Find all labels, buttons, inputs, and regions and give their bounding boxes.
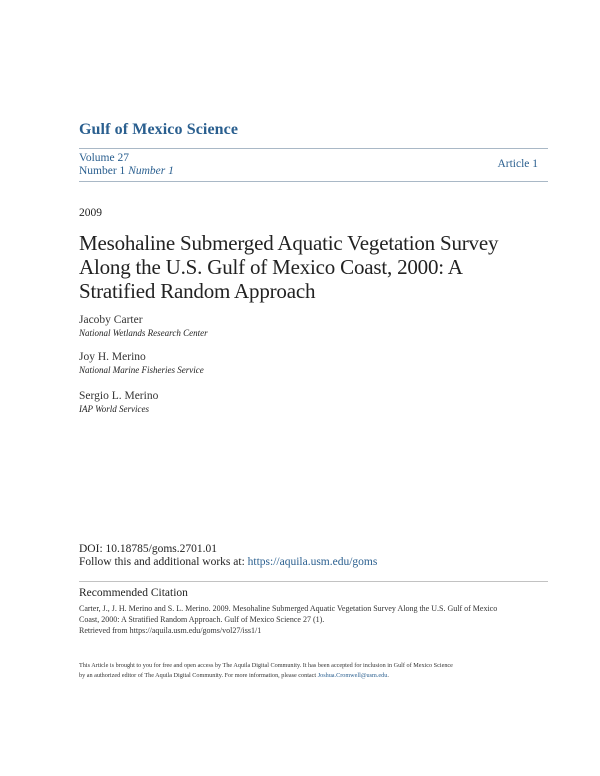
author-block — [79, 389, 158, 415]
author-block — [79, 350, 204, 376]
author-affiliation: National Marine Fisheries Service — [79, 365, 204, 375]
header-rule-bottom — [79, 181, 548, 182]
author-name[interactable]: Jacoby Carter — [79, 314, 143, 326]
recommended-citation-heading: Recommended Citation — [79, 587, 188, 599]
contact-email-link[interactable]: Joshua.Cromwell@usm.edu — [317, 672, 388, 679]
author-affiliation: National Wetlands Research Center — [79, 328, 208, 338]
title-line: Stratified Random Approach — [79, 279, 316, 303]
article-number[interactable]: Article 1 — [497, 158, 538, 170]
citation-rule — [79, 581, 548, 582]
footer-text: by an authorized editor of The Aquila Digital Community. For more information, please contact — [79, 672, 318, 679]
recommended-citation — [79, 603, 549, 636]
citation-line: Coast, 2000: A Stratified Random Approach. Gulf of Mexico Science 27 (1). — [79, 615, 325, 624]
article-title — [79, 231, 549, 303]
doi: DOI: 10.18785/goms.2701.01 — [79, 543, 217, 555]
author-name[interactable]: Joy H. Merino — [79, 351, 146, 363]
volume-link[interactable]: Volume 27 — [79, 152, 129, 164]
access-footer — [79, 661, 549, 681]
header-rule-top — [79, 148, 548, 149]
footer-line — [79, 671, 549, 681]
citation-line: Retrieved from https://aquila.usm.edu/goms/vol27/iss1/1 — [79, 626, 262, 635]
number-label-italic: Number 1 — [128, 165, 174, 177]
repository-link[interactable]: https://aquila.usm.edu/goms — [247, 556, 378, 568]
number-label: Number 1 — [79, 165, 126, 177]
title-line: Mesohaline Submerged Aquatic Vegetation Survey — [79, 231, 499, 255]
author-name[interactable]: Sergio L. Merino — [79, 390, 159, 402]
publication-year: 2009 — [79, 207, 102, 219]
title-line: Along the U.S. Gulf of Mexico Coast, 2000: A — [79, 255, 463, 279]
author-block — [79, 313, 208, 339]
follow-text: Follow this and additional works at: — [79, 556, 248, 568]
journal-title[interactable]: Gulf of Mexico Science — [79, 121, 239, 138]
number-link[interactable] — [79, 165, 174, 177]
follow-line — [79, 555, 377, 569]
citation-line: Carter, J., J. H. Merino and S. L. Merino. 2009. Mesohaline Submerged Aquatic Vegetation Survey Along the U.S. Gulf of Mexico — [79, 604, 498, 613]
footer-text: . — [387, 672, 389, 679]
author-affiliation: IAP World Services — [79, 404, 149, 414]
footer-line: This Article is brought to you for free and open access by The Aquila Digital Community. It has been accepted for inclusion in Gulf of Mexico Science — [79, 662, 453, 669]
